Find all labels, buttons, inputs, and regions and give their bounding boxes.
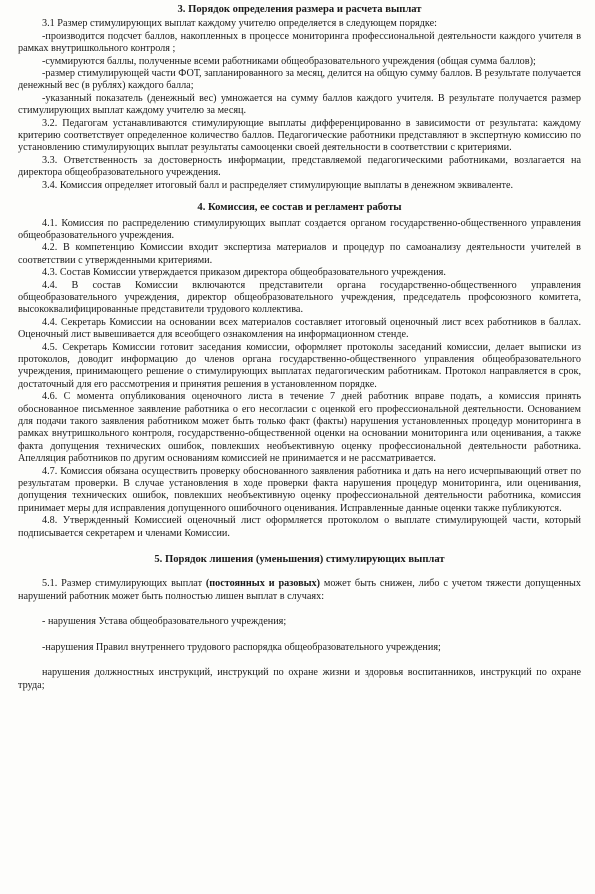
paragraph-3-1-b: -суммируются баллы, полученные всеми работниками общеобразовательного учреждения (общая сумма баллов); <box>42 55 536 67</box>
paragraph-4-7: 4.7. Комиссия обязана осуществить проверку обоснованного заявления работника и дать на него исчерпывающий ответ по результатам проверки. В случае установления в ходе проверки факта нарушения процедур мониторинга, или оценивания, допущения технических ошибок, повлекших необъективную оценку профессиональной деятельности работника, комиссия принимает меры для исправления допущенного ошибочного оценивания. Исправленные данные оценки также публикуются. <box>18 465 581 514</box>
section-4-heading: 4. Комиссия, ее состав и регламент работы <box>197 202 402 214</box>
list-item-rules-violation: -нарушения Правил внутреннего трудового распорядка общеобразовательного учреждения; <box>42 641 441 653</box>
paragraph-5-1 <box>18 578 581 603</box>
paragraph-3-1-c: -размер стимулирующей части ФОТ, запланированного за месяц, делится на общую сумму баллов. В результате получается денежный вес (в рублях) каждого балла; <box>18 68 581 92</box>
paragraph-5-1-bold: (постоянных и разовых) <box>205 578 321 590</box>
paragraph-5-1-end: может быть снижен, либо с учетом тяжести допущенных нарушений работник может быть полностью лишен выплат в случаях: <box>18 578 581 602</box>
paragraph-4-2: 4.2. В компетенцию Комиссии входит экспертиза материалов и процедур по самоанализу деятельности учителей в соответствии с утвержденными критериями. <box>18 242 581 266</box>
paragraph-4-4-secretary: 4.4. Секретарь Комиссии на основании всех материалов составляет итоговый оценочный лист всех работников в баллах. Оценочный лист вывешивается для всеобщего ознакомления на информационном стенде. <box>18 316 581 341</box>
paragraph-4-6: 4.6. С момента опубликования оценочного листа в течение 7 дней работник вправе подать, а комиссия принять обоснованное письменное заявление работника о его несогласии с оценкой его профессиональной деятельности. Основанием для подачи такого заявления работником может быть только факт (факты) нарушения установленных процедур мониторинга в рамках внутришкольного контроля, государственно-общественной оценки на основании мониторинга или оценивания, а также факта допущения технических ошибок, повлекших необъективную оценку профессиональной деятельности работника. Апелляция работников по другим основаниям комиссией не принимается и не рассматривается. <box>18 391 581 465</box>
list-item-instructions-violation: нарушения должностных инструкций, инструкций по охране жизни и здоровья воспитанников, инструкций по охране труда; <box>18 667 581 691</box>
list-item-charter-violation: - нарушения Устава общеобразовательного учреждения; <box>42 616 287 628</box>
paragraph-4-5: 4.5. Секретарь Комиссии готовит заседания комиссии, оформляет протоколы заседаний комиссии, делает выписки из протоколов, доводит информацию до членов органа государственно-общественного управления общеобразовательного учреждения, принимающего решение о стимулирующих выплатах педагогическим работникам. Протокол направляется в срок, достаточный для его рассмотрения и принятия решения в установленном порядке. <box>18 341 581 390</box>
paragraph-3-1-a: -производится подсчет баллов, накопленных в процессе мониторинга профессиональной деятельности каждого учителя в рамках внутришкольного контроля ; <box>18 30 581 55</box>
paragraph-4-4: 4.4. В состав Комиссии включаются представители органа государственно-общественного управления общеобразовательного учреждения, директор общеобразовательного учреждения, председатель профсоюзного комитета, высококвалифицированные представители трудового коллектива. <box>18 279 581 316</box>
paragraph-3-2: 3.2. Педагогам устанавливаются стимулирующие выплаты дифференцированно в зависимости от результата: каждому критерию соответствует определенное количество баллов. Педагогические работники представляют в экспертную комиссию по установлению стимулирующих выплат результаты самооценки своей деятельности в соответствии с критериями. <box>18 117 581 154</box>
paragraph-4-1: 4.1. Комиссия по распределению стимулирующих выплат создается органом государственно-общественного управления общеобразовательного учреждения. <box>18 217 581 241</box>
paragraph-3-1-d: -указанный показатель (денежный вес) умножается на сумму баллов каждого учителя. В результате получается размер стимулирующих выплат каждому учителю за месяц. <box>18 92 581 117</box>
paragraph-4-3: 4.3. Состав Комиссии утверждается приказом директора общеобразовательного учреждения. <box>42 267 446 279</box>
paragraph-4-8: 4.8. Утвержденный Комиссией оценочный лист оформляется протоколом о выплате стимулирующей части, который подписывается секретарем и членами Комиссии. <box>18 515 581 539</box>
paragraph-3-1: 3.1 Размер стимулирующих выплат каждому учителю определяется в следующем порядке: <box>42 18 437 30</box>
paragraph-5-1-start: 5.1. Размер стимулирующих выплат <box>42 578 206 590</box>
section-5-heading: 5. Порядок лишения (уменьшения) стимулирующих выплат <box>154 554 445 566</box>
paragraph-3-4: 3.4. Комиссия определяет итоговый балл и распределяет стимулирующие выплаты в денежном эквиваленте. <box>42 179 514 191</box>
section-3-heading: 3. Порядок определения размера и расчета выплат <box>177 4 422 15</box>
paragraph-3-3: 3.3. Ответственность за достоверность информации, представляемой педагогическими работниками, возлагается на директора общеобразовательного учреждения. <box>18 154 581 179</box>
